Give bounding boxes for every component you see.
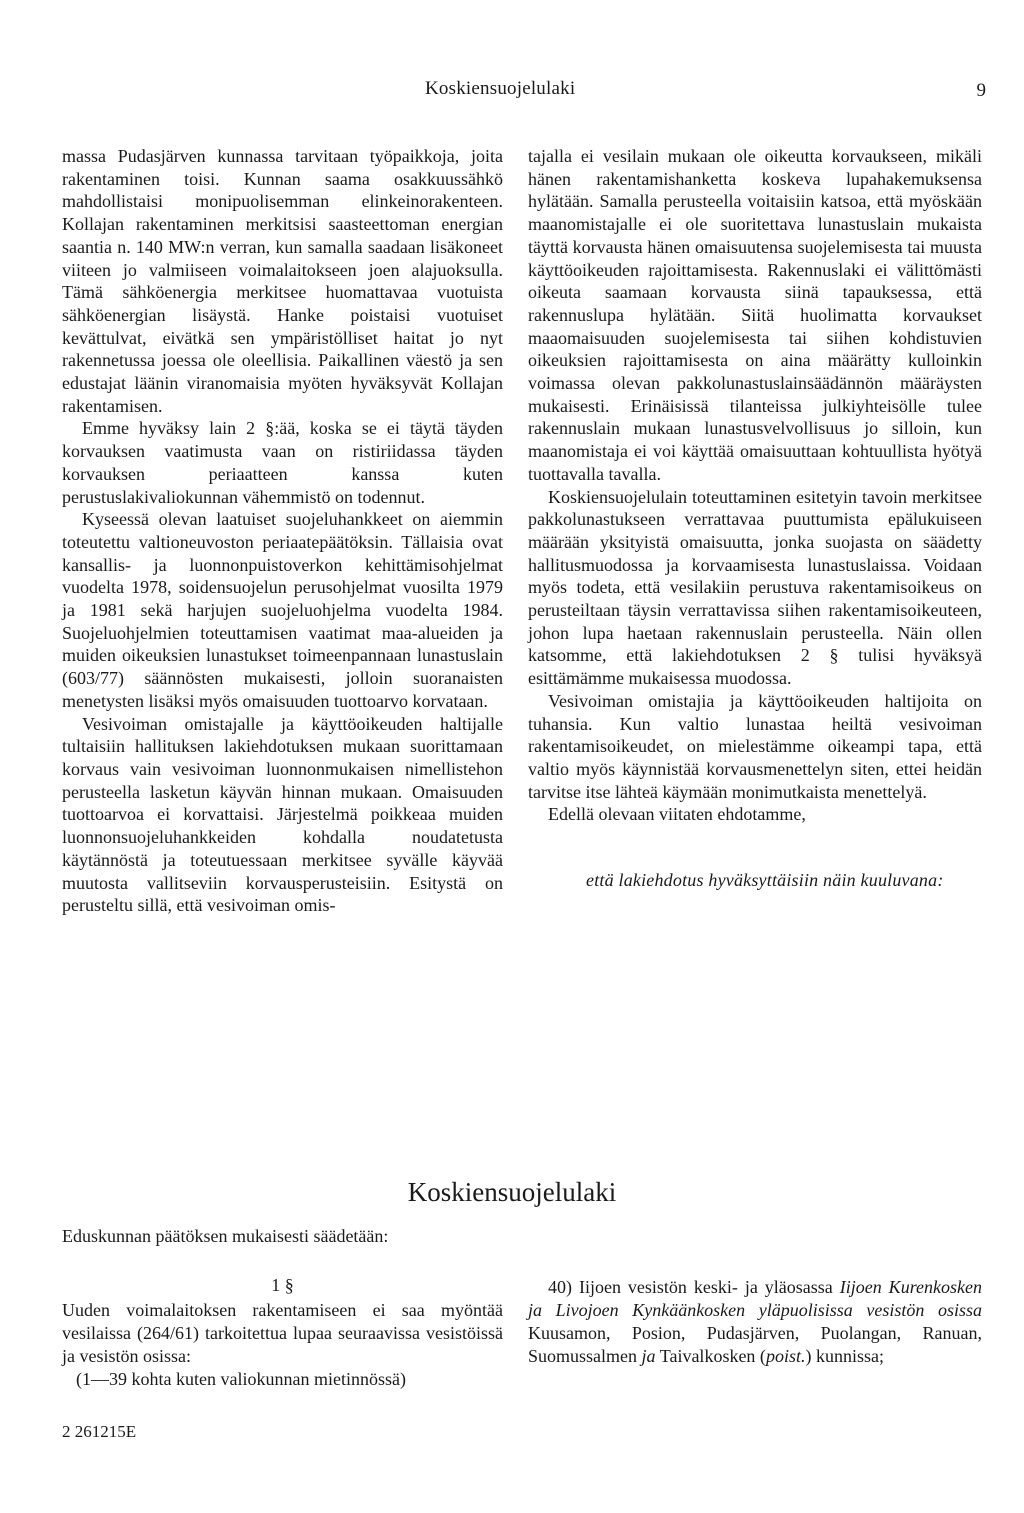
- paragraph: Koskiensuojelulain toteuttaminen esitetyin tavoin merkitsee pakkolunastukseen verrattavaa puuttumista epälukuiseen määrään yksityistä omaisuutta, jonka suojasta on säädetty hallitusmuodossa ja korvaamisesta lunastuslaissa. Voidaan myös todeta, että vesilakiin perustuva rakentamisoikeus on perusteiltaan täysin verrattavissa siihen rakentamisoikeuteen, johon lupa haetaan rakennuslain perusteella. Näin ollen katsomme, että lakiehdotuksen 2 § tulisi hyväksyä esittämämme mukaisessa muodossa.: [528, 486, 982, 689]
- paragraph: Vesivoiman omistajia ja käyttöoikeuden haltijoita on tuhansia. Kun valtio lunastaa heiltä vesivoiman rakentamisoikeudet, on mielestämme oikeampi tapa, että valtio myös käynnistää korvausmenettelyn siten, ettei heidän tarvitse itse lähteä käymään monimutkaista menettelyä.: [528, 690, 982, 802]
- page-number: 9: [976, 80, 986, 101]
- paragraph: Kyseessä olevan laatuiset suojeluhankkeet on aiemmin toteutettu valtioneuvoston periaatepäätöksin. Tällaisia ovat kansallis- ja luonnonpuistoverkon kehittämisohjelmat vuodelta 1978, soidensuojelun perusohjelmat vuosilta 1979 ja 1981 sekä harjujen suojeluohjelma vuodelta 1984. Suojeluohjelmien toteuttamisen vaatimat maa-alueiden ja muiden oikeuksien lunastukset toimeenpannaan lunastuslain (603/77) säännösten mukaisesti, jolloin suoranaisten menetysten lisäksi myös omaisuuden tuottoarvo korvataan.: [62, 509, 503, 711]
- item-40-ja: ja: [641, 1346, 656, 1366]
- paragraph: tajalla ei vesilain mukaan ole oikeutta korvaukseen, mikäli hänen rakentamishanketta koskeva lupahakemuksensa hylätään. Samalla perusteella voitaisiin katsoa, että myöskään maanomistajalle ei ole suoritettava lunastuslain mukaista täyttä korvausta hänen omaisuutensa suojelemisesta tai muusta käyttöoikeuden rajoittamisesta. Rakennuslaki ei välittömästi oikeuta saamaan korvausta siinä tapauksessa, että rakennuslupa hylätään. Siitä huolimatta korvaukset maaomaisuuden suojelemisesta tai siihen kohdistuvien oikeuksien rajoittamisesta on aina määrätty kulloinkin voimassa olevan pakkolunastuslainsäädännön määräysten mukaisesti. Erinäisissä tilanteissa julkiyhteisölle tulee rakennuslain mukaan lunastusvelvollisuus jo silloin, kun maanomistaja ei voi käyttää omaisuuttaan kohtuullista hyötyä tuottavalla tavalla.: [528, 146, 982, 484]
- law-paragraph: (1—39 kohta kuten valiokunnan mietinnössä): [76, 1369, 406, 1389]
- item-40-poist: poist.: [765, 1346, 806, 1366]
- item-40-intro: 40) Iijoen vesistön keski- ja yläosassa: [548, 1277, 833, 1297]
- right-text-column: [528, 145, 982, 892]
- law-right-column: [528, 1276, 982, 1368]
- item-40-middle: Kuusamon, Posion, Pudasjärven, Puolangan, Ranuan, Suomussalmen: [528, 1323, 982, 1366]
- item-40-end-start: Taivalkosken (: [659, 1346, 766, 1366]
- paragraph: Vesivoiman omistajalle ja käyttöoikeuden haltijalle tultaisiin hallituksen lakiehdotuksen mukaan suorittamaan korvaus vain vesivoiman luonnonmukaisen nimellistehon perusteella lasketun käyvän hinnan mukaan. Omaisuuden tuottoarvoa ei korvattaisi. Järjestelmä poikkeaa muiden luonnonsuojeluhankkeiden kohdalla noudatetusta käytännöstä ja toteutuessaan merkitsee syvälle käyvää muutosta vallitseviin korvausperusteisiin. Esitystä on perusteltu sillä, että vesivoiman omis-: [62, 713, 503, 916]
- item-40-italic-segment: Iijoen Kurenkosken ja Livojoen Kynkäänkosken yläpuolisissa vesistön osissa: [528, 1277, 982, 1320]
- proposal-statement: että lakiehdotus hyväksyttäisiin näin kuuluvana:: [586, 870, 944, 891]
- footer-print-code: 2 261215E: [62, 1422, 137, 1441]
- law-left-column: [62, 1299, 503, 1391]
- section-number: 1 §: [271, 1275, 294, 1295]
- item-40-end: ) kunnissa;: [805, 1346, 884, 1366]
- running-header: [0, 78, 1024, 108]
- enactment-clause: Eduskunnan päätöksen mukaisesti säädetään:: [62, 1226, 389, 1246]
- law-title: Koskiensuojelulaki: [407, 1177, 617, 1207]
- law-paragraph: Uuden voimalaitoksen rakentamiseen ei saa myöntää vesilaissa (264/61) tarkoitettua lupaa seuraavissa vesistöissä ja vesistön osissa:: [62, 1300, 503, 1366]
- paragraph: massa Pudasjärven kunnassa tarvitaan työpaikkoja, joita rakentaminen toisi. Kunnan saama osakkuussähkö mahdollistaisi monipuolisemman elinkeinorakenteen. Kollajan rakentaminen merkitsisi saasteettoman energian saantia n. 140 MW:n verran, kun samalla saadaan lisäkoneet viiteen jo valmiiseen voimalaitokseen joen alajuoksulla. Tämä sähköenergia merkitsee huomattavaa vuotuista sähköenergian lisäystä. Hanke poistaisi vuotuiset kevättulvat, eivätkä sen ympäristölliset haitat jo nyt rakennetussa joessa ole oleellisia. Paikallinen väestö ja sen edustajat läänin viranomaisia myöten hyväksyvät Kollajan rakentamisen.: [62, 146, 503, 416]
- law-item-40: [528, 1276, 982, 1368]
- paragraph: Emme hyväksy lain 2 §:ää, koska se ei täytä täyden korvauksen vaatimusta vaan on ristiriidassa täyden korvauksen periaatteen kanssa kuten perustuslakivaliokunnan vähemmistö on todennut.: [62, 418, 503, 507]
- left-text-column: [62, 145, 503, 917]
- running-title: Koskiensuojelulaki: [425, 78, 576, 99]
- paragraph: Edellä olevaan viitaten ehdotamme,: [548, 804, 806, 825]
